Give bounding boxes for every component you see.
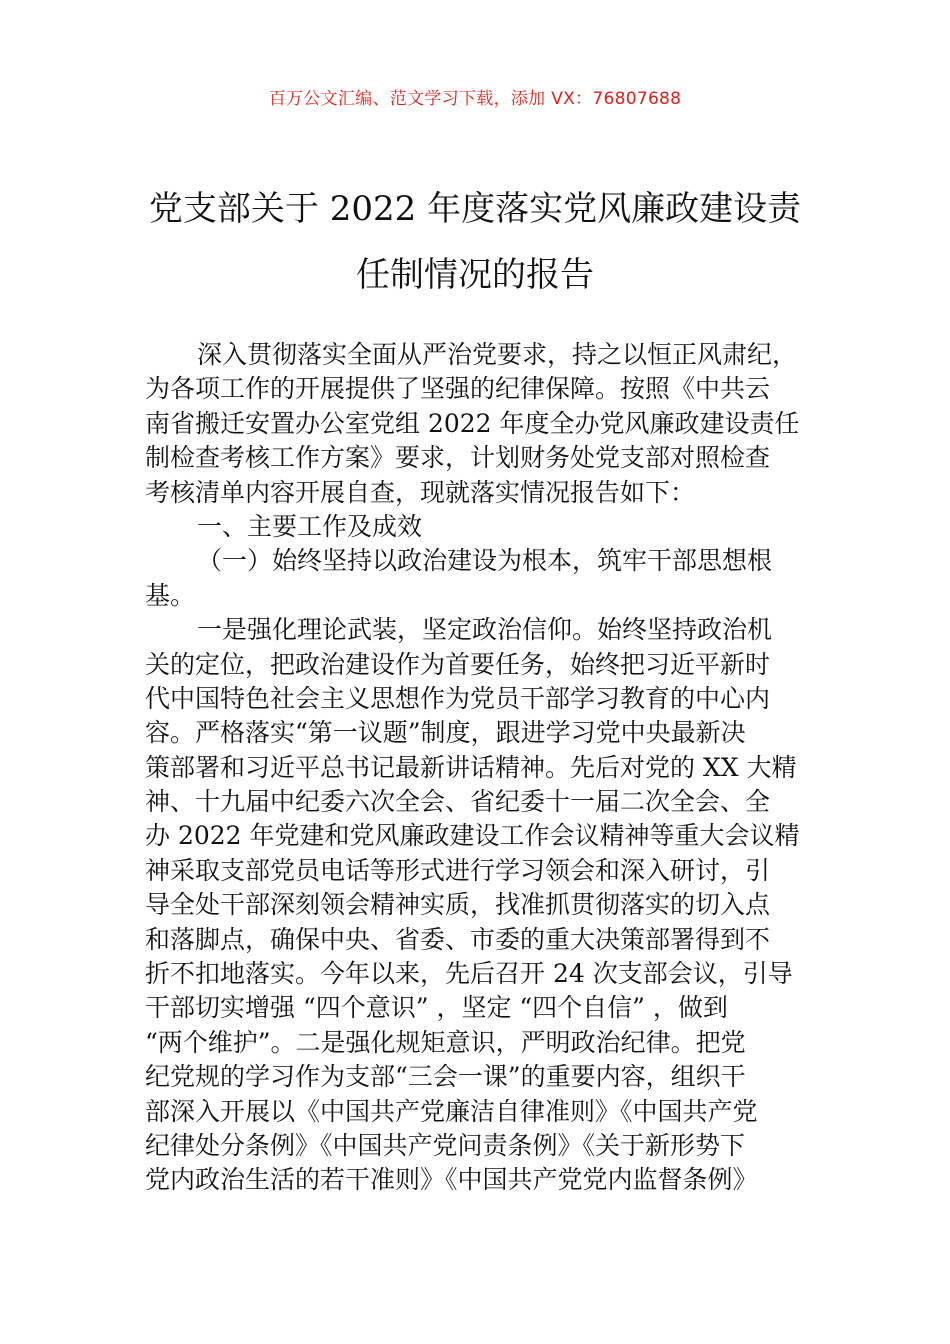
title-line-2: 任制情况的报告 [356,255,594,295]
subsection-heading: （一）始终坚持以政治建设为根本，筑牢干部思想根 [197,546,773,576]
document-body [145,338,811,1198]
body-line: 制检查考核工作方案》要求，计划财务处党支部对照检查 [145,443,771,473]
body-line: “两个维护”。二是强化规矩意识，严明政治纪律。把党 [145,1027,746,1057]
body-line: 容。严格落实“第一议题”制度，跟进学习党中央最新决 [145,718,746,748]
body-line: 关的定位，把政治建设作为首要任务，始终把习近平新时 [145,649,771,679]
body-line: 南省搬迁安置办公室党组 2022 年度全办党风廉政建设责任 [145,408,800,438]
title-line-1: 党支部关于 2022 年度落实党风廉政建设责 [148,189,802,229]
watermark-text: 百万公文汇编、范文学习下载，添加 VX：76807688 [268,89,682,109]
body-line: 代中国特色社会主义思想作为党员干部学习教育的中心内 [145,683,771,713]
body-line: 部深入开展以《中国共产党廉洁自律准则》《中国共产党 [145,1096,758,1126]
body-line: 干部切实增强 “四个意识” ，坚定 “四个自信” ，做到 [145,993,728,1023]
document-title [120,176,830,308]
body-line: 纪律处分条例》《中国共产党问责条例》《关于新形势下 [145,1130,746,1160]
body-line: 考核清单内容开展自查，现就落实情况报告如下： [145,477,696,507]
body-line: 基。 [145,580,196,610]
body-line: 深入贯彻落实全面从严治党要求，持之以恒正风肃纪， [197,340,798,369]
body-line: 折不扣地落实。今年以来，先后召开 24 次支部会议，引导 [145,959,793,989]
section-heading: 一、主要工作及成效 [197,511,423,541]
body-line: 纪党规的学习作为支部“三会一课”的重要内容，组织干 [145,1062,746,1092]
body-line: 办 2022 年党建和党风廉政建设工作会议精神等重大会议精 [145,821,800,851]
body-line: 为各项工作的开展提供了坚强的纪律保障。按照《中共云 [145,374,771,404]
body-line: 导全处干部深刻领会精神实质，找准抓贯彻落实的切入点 [145,890,771,920]
body-line: 策部署和习近平总书记最新讲话精神。先后对党的 XX 大精 [145,752,797,782]
body-line: 党内政治生活的若干准则》《中国共产党党内监督条例》 [145,1165,758,1195]
body-line: 神采取支部党员电话等形式进行学习领会和深入研讨，引 [145,855,771,885]
body-line: 一是强化理论武装，坚定政治信仰。始终坚持政治机 [197,615,773,645]
body-line: 神、十九届中纪委六次全会、省纪委十一届二次全会、全 [145,787,771,817]
body-line: 和落脚点，确保中央、省委、市委的重大决策部署得到不 [145,924,771,954]
